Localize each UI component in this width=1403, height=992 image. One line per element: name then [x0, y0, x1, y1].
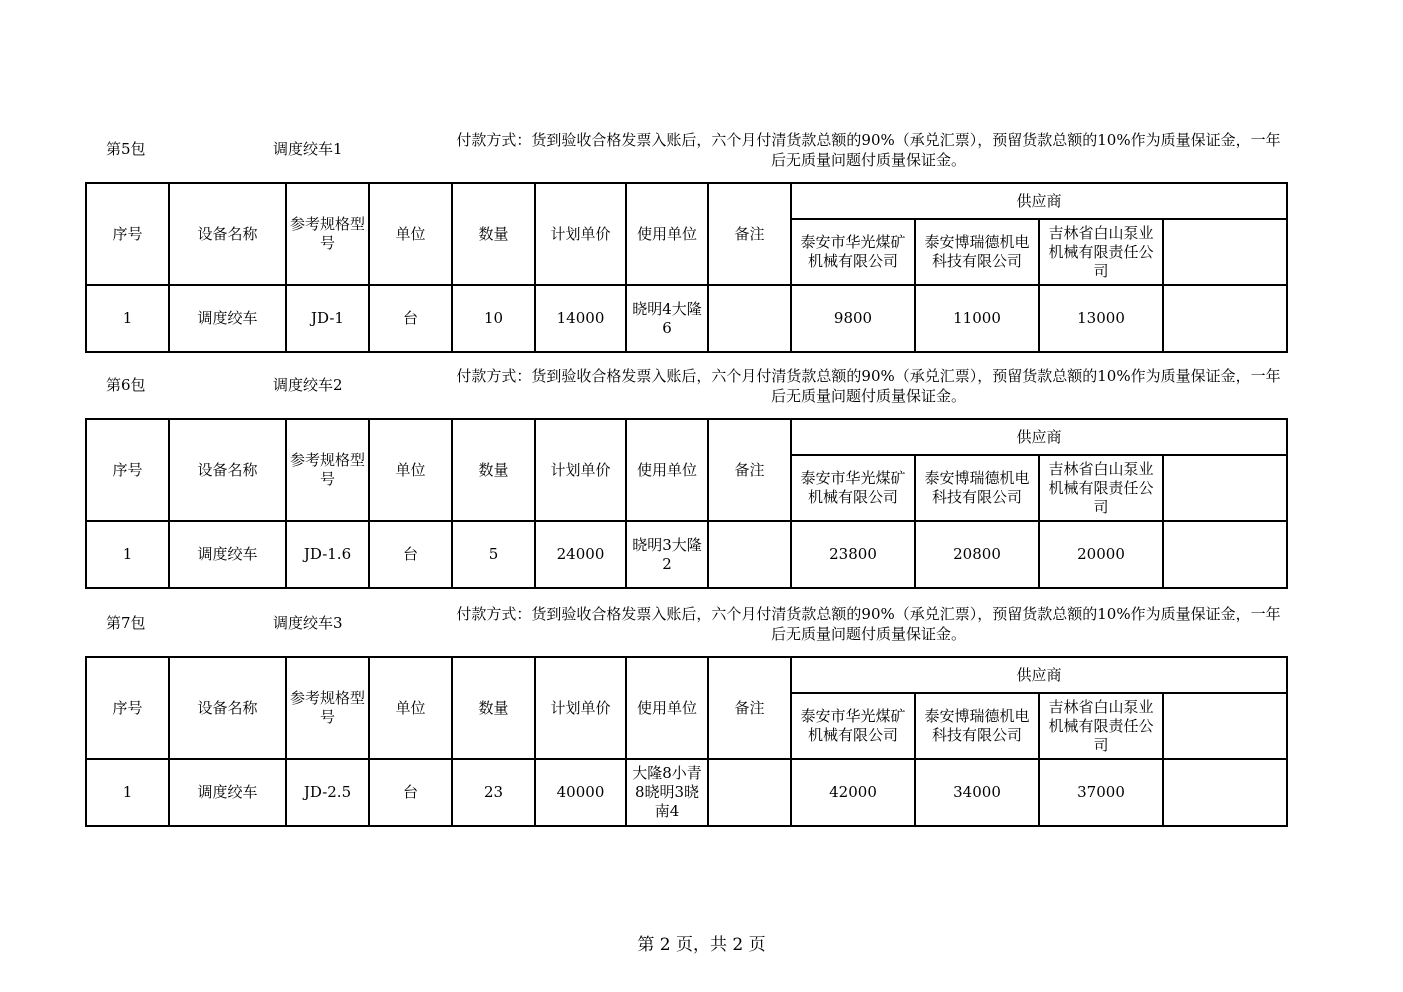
cell-spec: JD-1	[286, 285, 369, 352]
header-seq: 序号	[86, 183, 169, 285]
cell-user: 晓明3大隆2	[626, 521, 708, 588]
package-header	[0, 130, 1403, 170]
cell-quote: 23800	[791, 521, 915, 588]
cell-unit: 台	[369, 285, 452, 352]
cell-quote	[1163, 521, 1287, 588]
header-remark: 备注	[708, 657, 791, 759]
payment-terms: 付款方式：货到验收合格发票入账后，六个月付清货款总额的90%（承兑汇票），预留货款总额的10%作为质量保证金，一年后无质量问题付质量保证金。	[456, 131, 1281, 169]
package-header	[0, 604, 1403, 644]
cell-seq: 1	[86, 521, 169, 588]
header-spec: 参考规格型号	[286, 183, 369, 285]
quote-table	[85, 656, 1288, 827]
cell-quote: 9800	[791, 285, 915, 352]
supplier-name: 泰安博瑞德机电科技有限公司	[915, 693, 1039, 759]
supplier-name: 吉林省白山泵业机械有限责任公司	[1039, 455, 1163, 521]
cell-quote: 42000	[791, 759, 915, 826]
supplier-name: 吉林省白山泵业机械有限责任公司	[1039, 219, 1163, 285]
header-equipment-name: 设备名称	[169, 657, 286, 759]
supplier-name	[1163, 455, 1287, 521]
supplier-name: 泰安市华光煤矿机械有限公司	[791, 219, 915, 285]
supplier-name: 吉林省白山泵业机械有限责任公司	[1039, 693, 1163, 759]
supplier-name	[1163, 219, 1287, 285]
table-row	[86, 285, 1287, 352]
cell-quote: 37000	[1039, 759, 1163, 826]
header-spec: 参考规格型号	[286, 419, 369, 521]
header-seq: 序号	[86, 419, 169, 521]
header-unit: 单位	[369, 183, 452, 285]
supplier-name: 泰安市华光煤矿机械有限公司	[791, 693, 915, 759]
cell-unit: 台	[369, 521, 452, 588]
package-number: 第7包	[106, 614, 146, 632]
quote-table	[85, 182, 1288, 353]
header-quantity: 数量	[452, 419, 535, 521]
header-user-unit: 使用单位	[626, 657, 708, 759]
package-title: 调度绞车2	[273, 376, 343, 394]
cell-qty: 5	[452, 521, 535, 588]
header-unit: 单位	[369, 419, 452, 521]
cell-remark	[708, 285, 791, 352]
cell-qty: 23	[452, 759, 535, 826]
package-title: 调度绞车3	[273, 614, 343, 632]
package-header	[0, 366, 1403, 406]
header-user-unit: 使用单位	[626, 419, 708, 521]
cell-remark	[708, 521, 791, 588]
cell-price: 14000	[535, 285, 626, 352]
cell-quote: 13000	[1039, 285, 1163, 352]
cell-name: 调度绞车	[169, 285, 286, 352]
payment-terms: 付款方式：货到验收合格发票入账后，六个月付清货款总额的90%（承兑汇票），预留货款总额的10%作为质量保证金，一年后无质量问题付质量保证金。	[456, 367, 1281, 405]
cell-quote	[1163, 759, 1287, 826]
cell-unit: 台	[369, 759, 452, 826]
cell-quote: 34000	[915, 759, 1039, 826]
header-seq: 序号	[86, 657, 169, 759]
cell-name: 调度绞车	[169, 521, 286, 588]
cell-qty: 10	[452, 285, 535, 352]
header-remark: 备注	[708, 183, 791, 285]
cell-price: 24000	[535, 521, 626, 588]
payment-terms: 付款方式：货到验收合格发票入账后，六个月付清货款总额的90%（承兑汇票），预留货款总额的10%作为质量保证金，一年后无质量问题付质量保证金。	[456, 605, 1281, 643]
header-planned-price: 计划单价	[535, 183, 626, 285]
cell-spec: JD-1.6	[286, 521, 369, 588]
cell-seq: 1	[86, 759, 169, 826]
header-quantity: 数量	[452, 657, 535, 759]
header-user-unit: 使用单位	[626, 183, 708, 285]
header-quantity: 数量	[452, 183, 535, 285]
cell-user: 大隆8小青8晓明3晓南4	[626, 759, 708, 826]
table-row	[86, 521, 1287, 588]
header-spec: 参考规格型号	[286, 657, 369, 759]
cell-quote: 20000	[1039, 521, 1163, 588]
header-supplier: 供应商	[791, 183, 1287, 219]
supplier-name	[1163, 693, 1287, 759]
cell-remark	[708, 759, 791, 826]
page-footer: 第 2 页，共 2 页	[637, 935, 766, 955]
cell-quote: 11000	[915, 285, 1039, 352]
package-number: 第6包	[106, 376, 146, 394]
cell-price: 40000	[535, 759, 626, 826]
package-number: 第5包	[106, 140, 146, 158]
header-unit: 单位	[369, 657, 452, 759]
header-equipment-name: 设备名称	[169, 419, 286, 521]
header-remark: 备注	[708, 419, 791, 521]
quote-table	[85, 418, 1288, 589]
cell-spec: JD-2.5	[286, 759, 369, 826]
cell-user: 晓明4大隆6	[626, 285, 708, 352]
header-supplier: 供应商	[791, 657, 1287, 693]
cell-quote: 20800	[915, 521, 1039, 588]
supplier-name: 泰安市华光煤矿机械有限公司	[791, 455, 915, 521]
header-supplier: 供应商	[791, 419, 1287, 455]
supplier-name: 泰安博瑞德机电科技有限公司	[915, 219, 1039, 285]
supplier-name: 泰安博瑞德机电科技有限公司	[915, 455, 1039, 521]
header-equipment-name: 设备名称	[169, 183, 286, 285]
cell-name: 调度绞车	[169, 759, 286, 826]
header-planned-price: 计划单价	[535, 419, 626, 521]
table-row	[86, 759, 1287, 826]
header-planned-price: 计划单价	[535, 657, 626, 759]
cell-quote	[1163, 285, 1287, 352]
package-title: 调度绞车1	[273, 140, 343, 158]
cell-seq: 1	[86, 285, 169, 352]
